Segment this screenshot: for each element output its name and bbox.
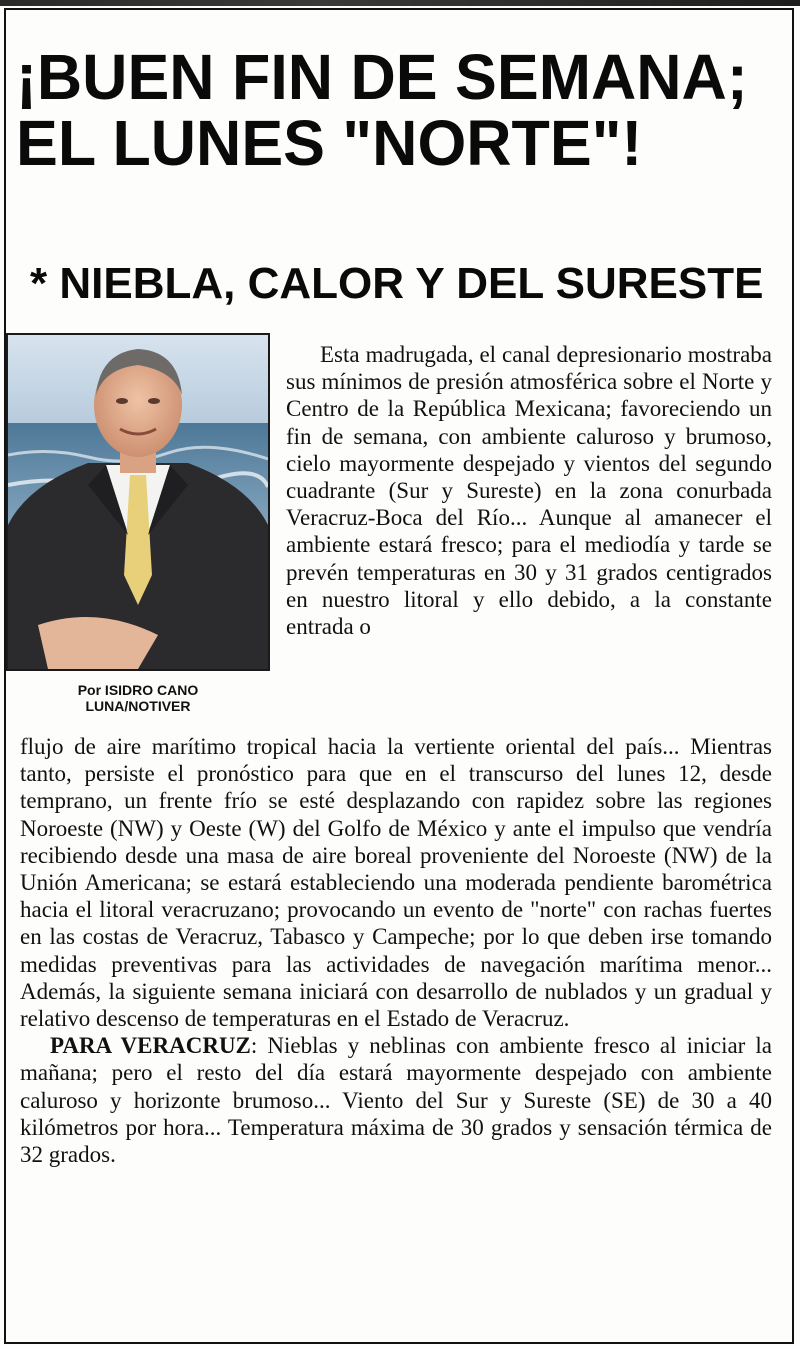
subheadline: * NIEBLA, CALOR Y DEL SURESTE — [30, 259, 764, 308]
byline — [10, 682, 266, 714]
paragraph-1-start: Esta madrugada, el canal depresionario mostraba sus mínimos de presión atmosférica sobre el Norte y Centro de la República Mexicana; favoreciendo un fin de semana, con ambiente caluroso y brumoso, cielo mayormente despejado y vientos del segundo cuadrante (Sur y Sureste) en la zona conurbada Veracruz-Boca del Río... Aunque al amanecer el ambiente estará fresco; para el mediodía y tarde se prevén temperaturas en 30 y 31 grados centigrados en nuestro litoral y ello debido, a la constante entrada o — [286, 342, 772, 640]
author-portrait-illustration — [8, 335, 268, 669]
top-edge-strip — [0, 0, 800, 6]
headline-line-1: ¡BUEN FIN DE SEMANA; — [16, 41, 748, 113]
byline-line-1: Por ISIDRO CANO — [77, 682, 199, 698]
byline-line-2: LUNA/NOTIVER — [85, 698, 191, 714]
article-body-right-column — [286, 341, 772, 640]
paragraph-2 — [20, 1032, 772, 1168]
headline-line-2: EL LUNES "NORTE"! — [16, 107, 643, 179]
headline — [16, 41, 780, 179]
article-body-full-width — [20, 733, 772, 1168]
paragraph-2-lead: PARA VERACRUZ — [50, 1033, 251, 1059]
paragraph-2-text: : Nieblas y neblinas con ambiente fresco al iniciar la mañana; pero el resto del día estará mayormente despejado con ambiente caluroso y horizonte brumoso... Viento del Sur y Sureste (SE) de 30 a 40 kilómetros por hora... Temperatura máxima de 30 grados y sensación térmica de 32 grados. — [20, 1033, 772, 1168]
paragraph-1-continued: flujo de aire marítimo tropical hacia la vertiente oriental del país... Mientras tanto, persiste el pronóstico para que en el transcurso del lunes 12, desde temprano, un frente frío se esté desplazando con rapidez sobre las regiones Noroeste (NW) y Oeste (W) del Golfo de México y ante el impulso que vendría recibiendo desde una masa de aire boreal proveniente del Noroeste (NW) de la Unión Americana; se estará estableciendo una moderada pendiente barométrica hacia el litoral veracruzano; provocando un evento de "norte" con rachas fuertes en las costas de Veracruz, Tabasco y Campeche; por lo que deben irse tomando medidas preventivas para las actividades de navegación marítima menor... Además, la siguiente semana iniciará con desarrollo de nublados y un gradual y relativo descenso de temperaturas en el Estado de Veracruz. — [20, 734, 772, 1032]
author-photo — [6, 333, 270, 671]
